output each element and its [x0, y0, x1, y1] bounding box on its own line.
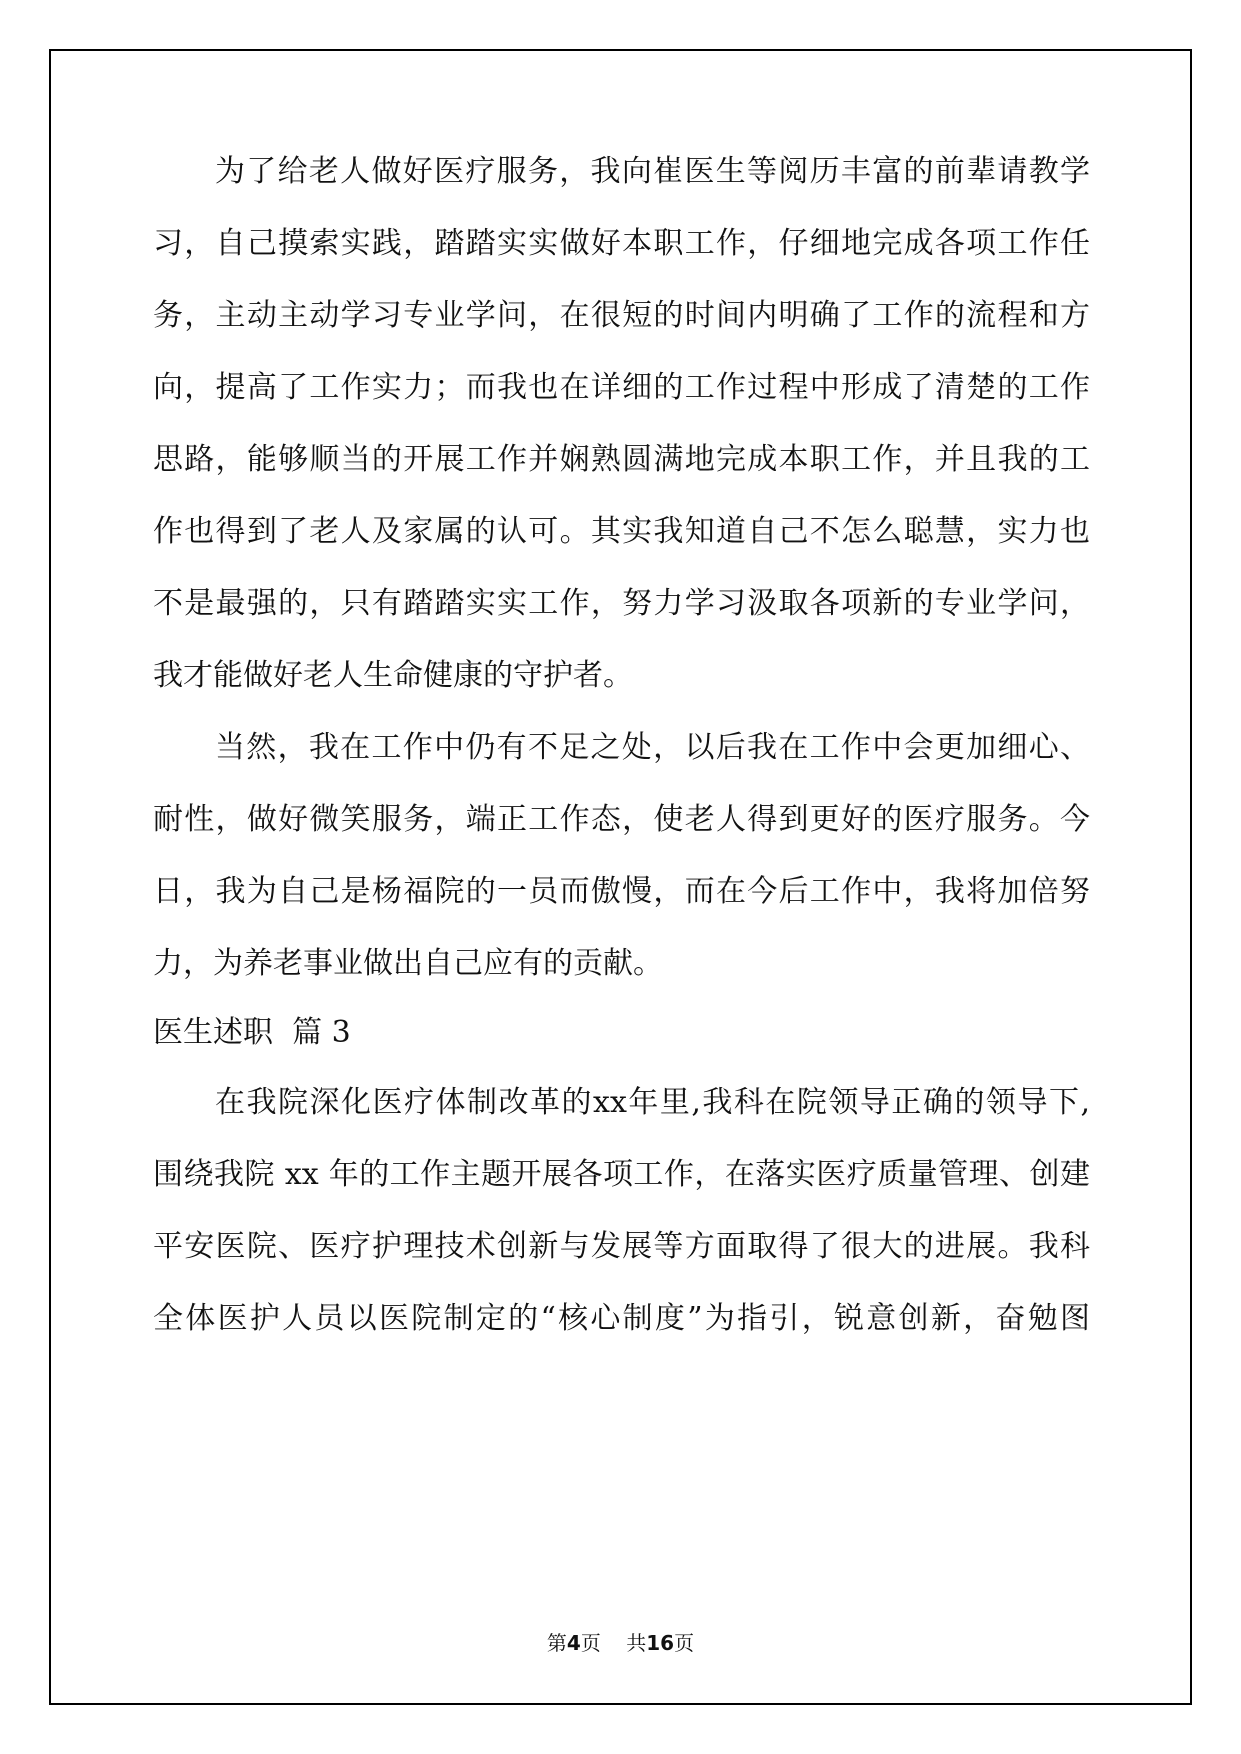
- paragraph-line: 耐性，做好微笑服务，端正工作态，使老人得到更好的医疗服务。今: [153, 802, 1090, 837]
- section-heading: 医生述职 篇 3: [153, 1015, 351, 1050]
- paragraph-line: 务，主动主动学习专业学问，在很短的时间内明确了工作的流程和方: [153, 298, 1090, 333]
- paragraph-line: 我才能做好老人生命健康的守护者。: [153, 658, 633, 693]
- paragraph-line: 在我院深化医疗体制改革的xx年里,我科在院领导正确的领导下,: [215, 1085, 1090, 1120]
- paragraph-line: 当然，我在工作中仍有不足之处，以后我在工作中会更加细心、: [215, 730, 1090, 765]
- paragraph-line: 力，为养老事业做出自己应有的贡献。: [153, 946, 663, 981]
- paragraph-line: 全体医护人员以医院制定的“核心制度”为指引，锐意创新，奋勉图: [153, 1301, 1090, 1336]
- current-page-number: 4: [566, 1631, 581, 1655]
- footer-suffix: 页: [674, 1631, 695, 1655]
- paragraph-line: 日，我为自己是杨福院的一员而傲慢，而在今后工作中，我将加倍努: [153, 874, 1090, 909]
- paragraph-line: 作也得到了老人及家属的认可。其实我知道自己不怎么聪慧，实力也: [153, 514, 1090, 549]
- paragraph-line: 围绕我院 xx 年的工作主题开展各项工作，在落实医疗质量管理、创建: [153, 1157, 1090, 1192]
- paragraph-line: 习，自己摸索实践，踏踏实实做好本职工作，仔细地完成各项工作任: [153, 226, 1090, 261]
- page-footer: [0, 1630, 1241, 1656]
- total-pages-number: 16: [646, 1631, 675, 1655]
- paragraph-line: 向，提高了工作实力；而我也在详细的工作过程中形成了清楚的工作: [153, 370, 1090, 405]
- footer-prefix: 第: [546, 1631, 567, 1655]
- paragraph-line: 为了给老人做好医疗服务，我向崔医生等阅历丰富的前辈请教学: [215, 154, 1090, 189]
- paragraph-line: 不是最强的，只有踏踏实实工作，努力学习汲取各项新的专业学问，: [153, 586, 1090, 621]
- paragraph-line: 平安医院、医疗护理技术创新与发展等方面取得了很大的进展。我科: [153, 1229, 1090, 1264]
- paragraph-line: 思路，能够顺当的开展工作并娴熟圆满地完成本职工作，并且我的工: [153, 442, 1090, 477]
- footer-middle: 页 共: [580, 1631, 647, 1655]
